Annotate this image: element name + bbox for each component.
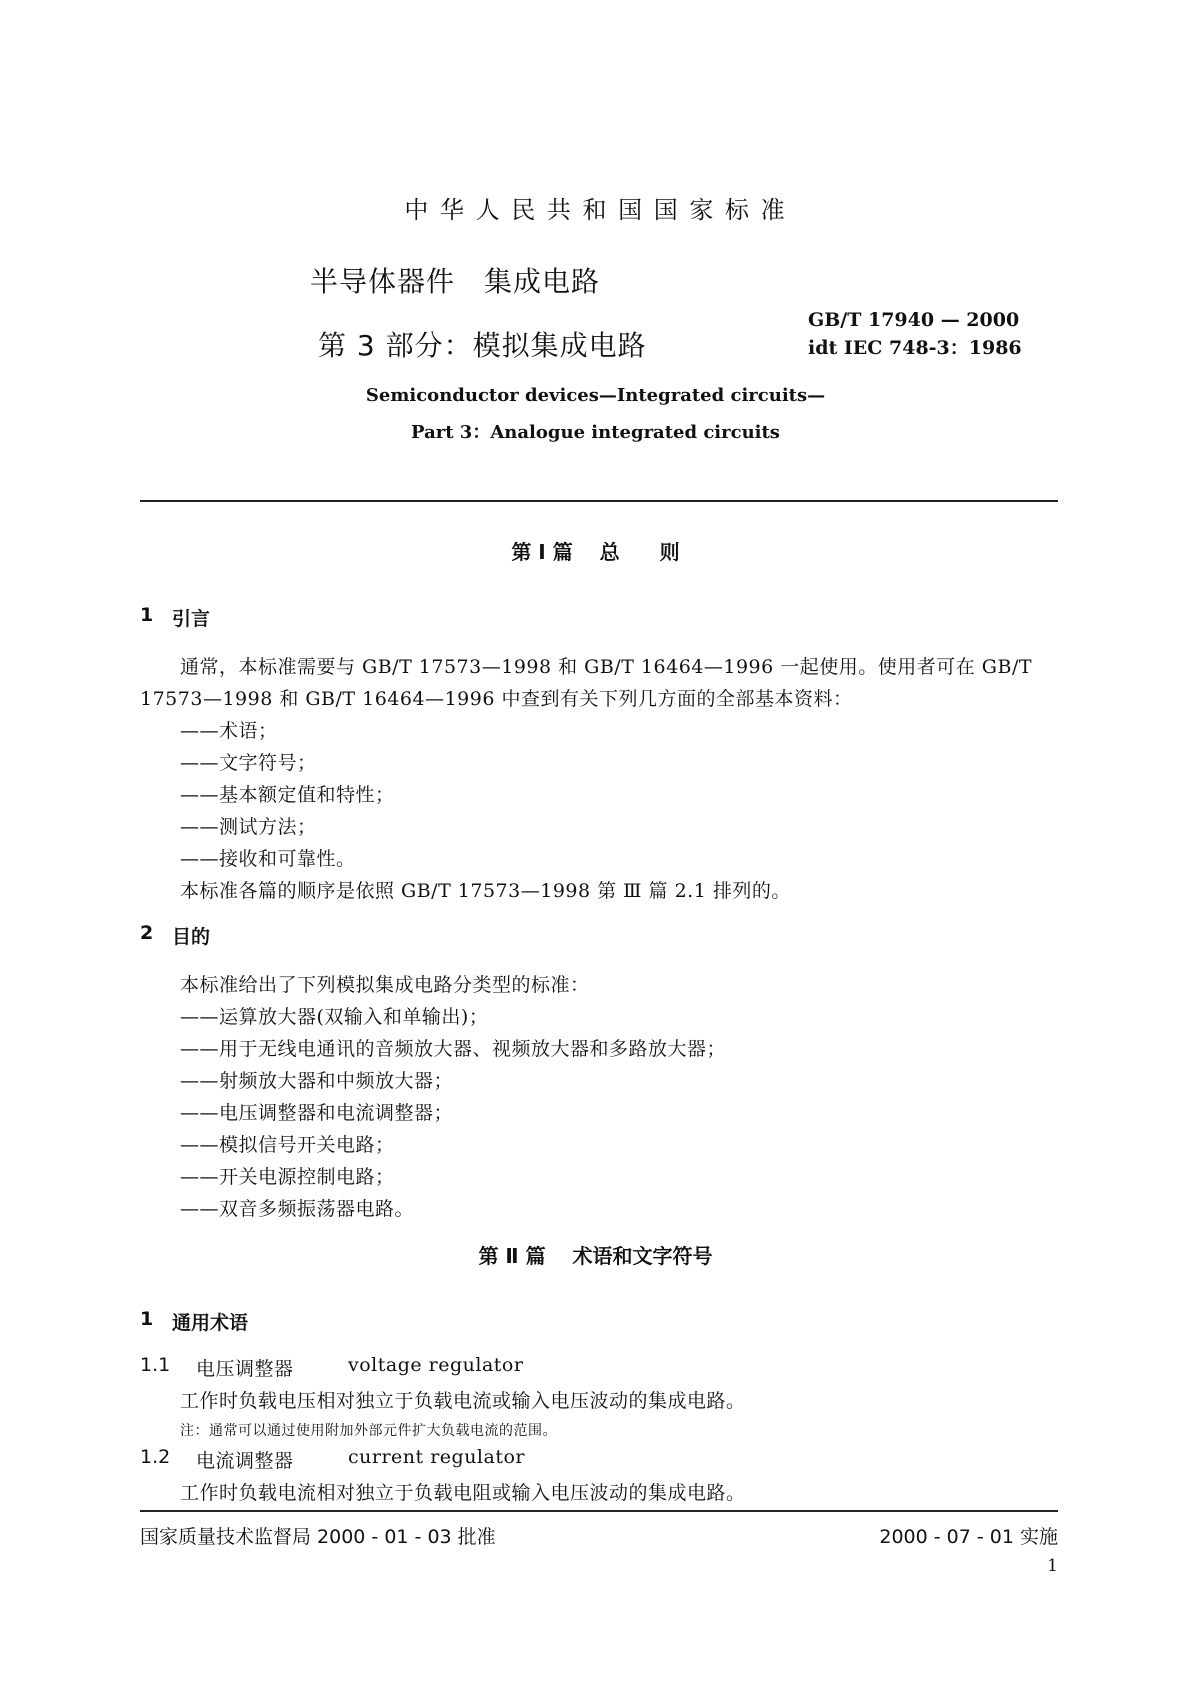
title-en-line1: Semiconductor devices—Integrated circuits— [365,385,826,406]
general-terms-number: 1 [140,1308,154,1330]
title-en-line2: Part 3：Analogue integrated circuits [411,422,780,443]
list-item: ——接收和可靠性。 [180,848,356,870]
term-1-1-note: 注：通常可以通过使用附加外部元件扩大负载电流的范围。 [180,1423,557,1439]
page-number: 1 [1047,1556,1058,1576]
title-cn-line2: 第 3 部分：模拟集成电路 [318,329,647,362]
term-1-2-cn: 电流调整器 [196,1450,294,1472]
header-divider [140,500,1058,502]
term-1-2-en: current regulator [348,1446,525,1468]
part2-heading: 第 Ⅱ 篇 术语和文字符号 [478,1244,713,1268]
list-item: ——模拟信号开关电路； [180,1134,395,1156]
intro-paragraph-line1: 通常，本标准需要与 GB/T 17573—1998 和 GB/T 16464—1996 一起使用。使用者可在 GB/T [180,656,1033,678]
term-1-2-definition: 工作时负载电流相对独立于负载电阻或输入电压波动的集成电路。 [180,1482,746,1504]
section-2-number: 2 [140,922,154,944]
term-1-2-number: 1.2 [140,1446,171,1468]
national-standard-label: 中 华 人 民 共 和 国 国 家 标 准 [404,196,787,224]
list-item: ——用于无线电通讯的音频放大器、视频放大器和多路放大器； [180,1038,727,1060]
list-item: ——开关电源控制电路； [180,1166,395,1188]
std-number: GB/T 17940 — 2000 [808,309,1020,331]
term-1-1-en: voltage regulator [348,1354,524,1376]
section-2-title: 目的 [172,926,211,948]
section-1-number: 1 [140,604,154,626]
title-cn-line1: 半导体器件 集成电路 [310,265,601,298]
term-1-1-definition: 工作时负载电压相对独立于负载电流或输入电压波动的集成电路。 [180,1390,746,1412]
list-item: ——术语； [180,720,278,742]
intro-paragraph-line2: 17573—1998 和 GB/T 16464—1996 中查到有关下列几方面的全部基本资料： [140,688,853,710]
term-1-1-number: 1.1 [140,1354,171,1376]
approval-line: 国家质量技术监督局 2000 - 01 - 03 批准 [140,1526,496,1548]
list-item: ——电压调整器和电流调整器； [180,1102,454,1124]
term-1-1-cn: 电压调整器 [196,1358,294,1380]
list-item: ——基本额定值和特性； [180,784,395,806]
effective-date: 2000 - 07 - 01 实施 [879,1526,1058,1548]
part1-heading: 第 Ⅰ 篇 总 则 [511,540,680,564]
scope-intro: 本标准给出了下列模拟集成电路分类型的标准： [180,974,590,996]
section-1-title: 引言 [172,608,211,630]
idt-reference: idt IEC 748-3：1986 [808,337,1022,359]
list-item: ——运算放大器(双输入和单输出)； [180,1006,489,1028]
list-item: ——双音多频振荡器电路。 [180,1198,415,1220]
list-item: ——文字符号； [180,752,317,774]
list-item: ——测试方法； [180,816,317,838]
intro-closing-sentence: 本标准各篇的顺序是依照 GB/T 17573—1998 第 Ⅲ 篇 2.1 排列的。 [180,880,791,902]
general-terms-title: 通用术语 [172,1312,249,1334]
list-item: ——射频放大器和中频放大器； [180,1070,454,1092]
footer-divider [140,1510,1058,1512]
